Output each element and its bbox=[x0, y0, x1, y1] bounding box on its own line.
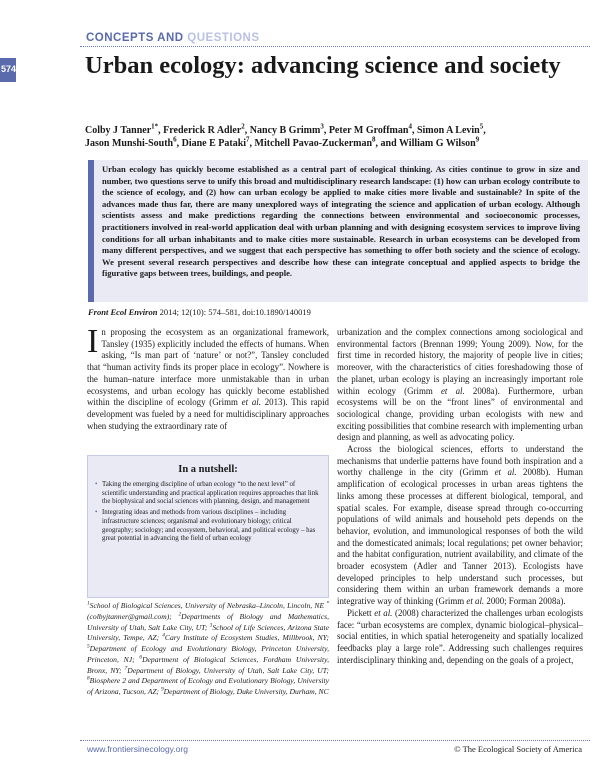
article-title: Urban ecology: advancing science and society bbox=[85, 52, 561, 79]
intro-paragraph: n proposing the ecosystem as an organizational framework, Tansley (1935) explicitly included the effects of humans. When asking, “Is man part of ‘nature’ or not?”, Tansley concluded that “human activity finds its proper place in ecology”. Nowhere is the human–nature interface more unmistakable than in urban ecosystems, and urban ecology has quickly become established within the discipline of ecology (Grimm et al. 2013). This rapid development was fueled by a need for multidisciplinary approaches when studying the extraordinary rate of bbox=[87, 327, 329, 431]
citation-details: 2014; 12(10): 574–581, doi:10.1890/140019 bbox=[157, 307, 311, 317]
nutshell-item: • Taking the emerging discipline of urban ecology “to the next level” of scientific understanding and practical application requires approaches that link the biophysical and social sciences with planning, design, and management bbox=[102, 481, 320, 507]
author-list: Colby J Tanner$^{1*}$, Frederick R Adler$^2$, Nancy B Grimm$^3$, Peter M Groffman$^4$, Simon A Levin$^5$, Jason Munshi-South$^6$, Diane E Pataki$^7$, Mitchell Pavao-Zuckerman$^8$, and William G Wilson$^9$ bbox=[85, 122, 486, 149]
paragraph: Across the biological sciences, efforts to understand the mechanisms that underlie patterns have found both inspiration and a worthy challenge in the city (Grimm et al. 2008b). Human amplification of ecological processes in urban areas tightens the links among these processes at different biological, temporal, and spatial scales. For example, disease spread through co-occurring populations of wild animals and household pets depends on the behavior, evolution, and immunological responses of both the wild and the domesticated animals; local regulations; pet owner behavior; and the habitat configuration, nutrient availability, and climate of the broader ecosystem (Adler and Tanner 2013). Ecologists have developed principles to help understand such processes, but considering them within an urban framework demands a more integrative way of thinking (Grimm et al. 2000; Forman 2008a). bbox=[337, 444, 583, 607]
header-rule bbox=[80, 46, 590, 47]
page-number-tab bbox=[0, 58, 16, 82]
copyright-notice: © The Ecological Society of America bbox=[454, 744, 582, 754]
drop-cap: I bbox=[87, 323, 99, 360]
abstract-accent-bar bbox=[88, 160, 94, 302]
nutshell-item: • Integrating ideas and methods from various disciplines – including infrastructure sciences; organismal and evolutionary biology; critical geography; sociology; and ecosystem, behavioral, and political ecology – has great potential in advancing the field of urban ecology bbox=[102, 509, 320, 544]
nutshell-list bbox=[88, 481, 328, 544]
journal-url-link[interactable]: www.frontiersinecology.org bbox=[87, 744, 188, 754]
nutshell-title: In a nutshell: bbox=[178, 464, 238, 475]
footer-rule bbox=[80, 740, 590, 741]
section-label: CONCEPTS AND QUESTIONS bbox=[86, 32, 260, 44]
journal-name: Front Ecol Environ bbox=[88, 307, 158, 317]
body-column-2 bbox=[337, 327, 583, 666]
page-number: 574 bbox=[1, 64, 17, 74]
nutshell-box bbox=[87, 455, 329, 598]
paragraph: urbanization and the complex connections among sociological and environmental factors (Brennan 1999; Young 2009). Now, for the first time in recorded history, the majority of people live in cities; moreover, with the characteristics of cities foreshadowing those of the planet, urban ecology is playing an increasingly important role within ecology (Grimm et al. 2008a). Furthermore, urban ecosystems will be on the “front lines” of environmental and sociological change, providing urban ecologists with new and exciting possibilities that combine research with implementing urban design and planning, as well as advocating policy. bbox=[337, 327, 583, 443]
body-column-1 bbox=[87, 323, 329, 432]
abstract-box bbox=[88, 160, 588, 302]
author-affiliations: $^1$School of Biological Sciences, University of Nebraska–Lincoln, Lincoln, NE *(colbyjtanner@gmail.com); $^2$Departments of Biology and Mathematics, University of Utah, Salt Lake City, UT; $^3$School of Life Sciences, Arizona State University, Tempe, AZ; $^4$Cary Institute of Ecosystem Studies, Millbrook, NY; $^5$Department of Ecology and Evolutionary Biology, Princeton University, Princeton, NJ; $^6$Department of Biological Sciences, Fordham University, Bronx, NY; $^7$Department of Biology, University of Utah, Salt Lake City, UT; $^8$Biosphere 2 and Department of Ecology and Evolutionary Biology, University of Arizona, Tucson, AZ; $^9$Department of Biology, Duke University, Durham, NC bbox=[87, 600, 329, 696]
citation-line bbox=[88, 307, 311, 317]
abstract-text: Urban ecology has quickly become established as a central part of ecological thinking. As cities continue to grow in size and number, two questions serve to unify this broad and multidisciplinary research landscape: (1) how can urban ecology contribute to the science of ecology, and (2) how can urban ecology be applied to make cities more livable and sustainable? In spite of the advances made thus far, there are many unexplored ways of integrating the science and application of urban ecology. Although scientists assess and make predictions regarding the connections between environmental and socioeconomic processes, practitioners involved in real-world application deal with urban planning and with designing ecosystem services to improve living conditions for all urban inhabitants and to make cities more sustainable. Research in urban ecosystems can be developed from many different perspectives, and we suggest that each perspective has something to offer both society and the science of ecology. We present several research perspectives and describe how these can integrate conceptual and applied aspects to bridge the figurative gaps between trees, buildings, and people. bbox=[102, 164, 580, 279]
paragraph: Pickett et al. (2008) characterized the challenges urban ecologists face: “urban ecosystems are complex, dynamic biological–physical–social entities, in which spatial heterogeneity and spatially localized feedbacks play a large role”. Addressing such challenges requires interdisciplinary thinking and, depending on the goals of a project, bbox=[337, 607, 584, 665]
